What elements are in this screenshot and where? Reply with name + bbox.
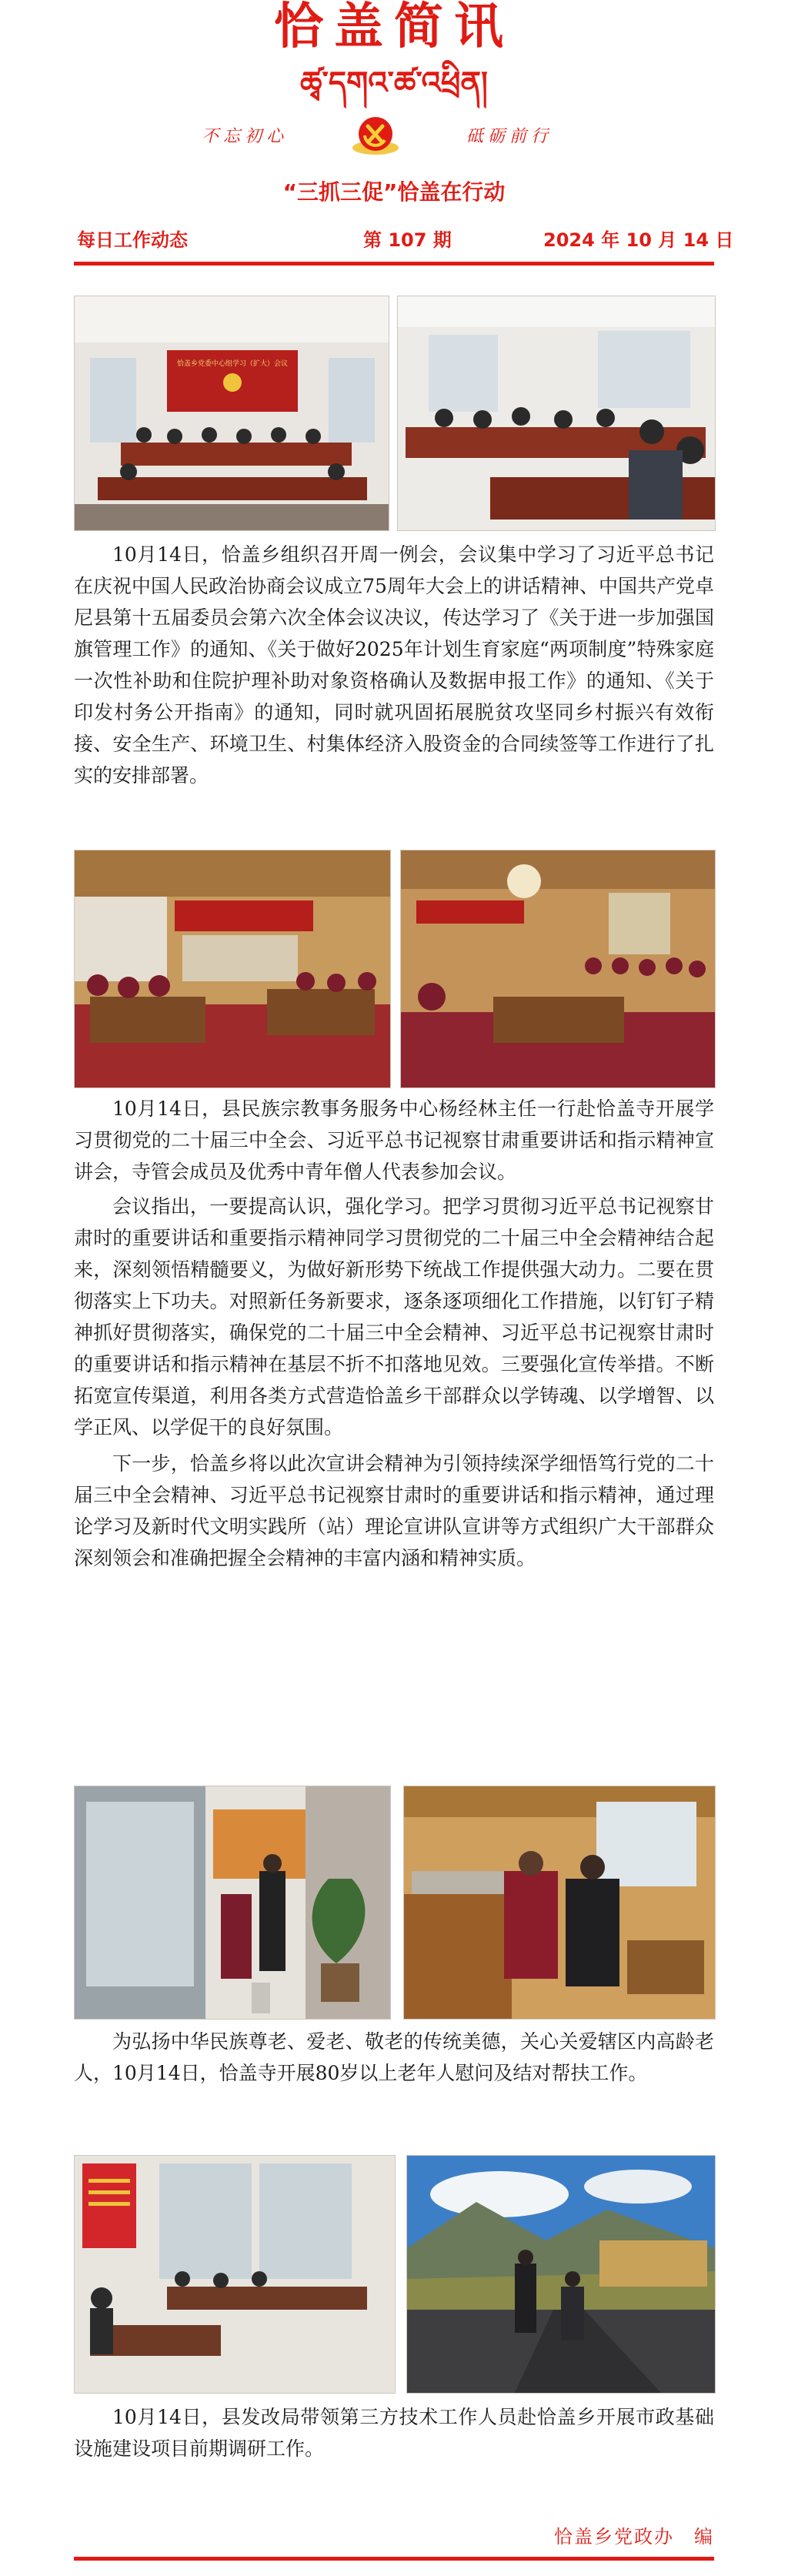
survey-photo-1 <box>74 2155 396 2394</box>
editor-credit: 恰盖乡党政办 编 <box>554 2526 714 2548</box>
article-2-paragraph-2: 会议指出，一要提高认识，强化学习。把学习贯彻习近平总书记视察甘肃时的重要讲话和重要指示精神同学习贯彻党的二十届三中全会精神结合起来，深刻领悟精髓要义，为做好新形势下统战工作提供强大动力。二要在贯彻落实上下功夫。对照新任务新要求，逐条逐项细化工作措施，以钉钉子精神抓好贯彻落实，确保党的二十届三中全会精神、习近平总书记视察甘肃时的重要讲话和指示精神在基层不折不扣落地见效。三要强化宣传举措。不断拓宽宣传渠道，利用各类方式营造恰盖乡干部群众以学铸魂、以学增智、以学正风、以学促干的良好氛围。 <box>74 1195 714 1438</box>
elderly-visit-photo-1 <box>74 1786 391 2020</box>
monastery-meeting-photo-1 <box>74 850 391 1088</box>
motto-left: 不忘初心 <box>202 127 289 146</box>
article-3-paragraph: 为弘扬中华民族尊老、爱老、敬老的传统美德，关心关爱辖区内高龄老人，10月14日，恰盖寺开展80岁以上老年人慰问及结对帮扶工作。 <box>74 2030 714 2084</box>
article-2-paragraph-3: 下一步，恰盖乡将以此次宣讲会精神为引领持续深学细悟笃行党的二十届三中全会精神、习近平总书记视察甘肃时的重要讲话和指示精神，通过理论学习及新时代文明实践所（站）理论宣讲队宣讲等方式组织广大干部群众深刻领会和准确把握全会精神的丰富内涵和精神实质。 <box>74 1452 714 1569</box>
subtitle: “三抓三促”恰盖在行动 <box>282 179 506 205</box>
party-emblem-icon <box>348 109 403 159</box>
footer-divider <box>74 2557 714 2561</box>
monastery-meeting-photo-2 <box>400 850 716 1088</box>
issue-date: 2024 年 10 月 14 日 <box>543 229 734 251</box>
meeting-photo-1 <box>74 296 389 531</box>
meeting-photo-2 <box>397 296 716 531</box>
survey-photo-2 <box>406 2155 716 2394</box>
meeting-banner-text: 恰盖乡党委中心组学习（扩大）会议 <box>176 360 289 368</box>
tibetan-title: ཚྭ་དགའ་ཚ་འཕྲིན། <box>300 65 488 101</box>
issue-category: 每日工作动态 <box>77 229 188 251</box>
motto-right: 砥砺前行 <box>466 127 553 146</box>
article-2-paragraph-1: 10月14日，县民族宗教事务服务中心杨经林主任一行赴恰盖寺开展学习贯彻党的二十届三中全会、习近平总书记视察甘肃重要讲话和指示精神宣讲会，寺管会成员及优秀中青年僧人代表参加会议。 <box>74 1098 714 1183</box>
newsletter-title: 恰盖简讯 <box>274 0 514 55</box>
article-1-paragraph: 10月14日，恰盖乡组织召开周一例会，会议集中学习了习近平总书记在庆祝中国人民政治协商会议成立75周年大会上的讲话精神、中国共产党卓尼县第十五届委员会第六次全体会议决议，传达学习了《关于进一步加强国旗管理工作》的通知、《关于做好2025年计划生育家庭“两项制度”特殊家庭一次性补助和住院护理补助对象资格确认及数据申报工作》的通知、《关于印发村务公开指南》的通知，同时就巩固拓展脱贫攻坚同乡村振兴有效衔接、安全生产、环境卫生、村集体经济入股资金的合同续签等工作进行了扎实的安排部署。 <box>74 543 714 787</box>
issue-number: 第 107 期 <box>363 229 452 251</box>
header-divider <box>74 262 714 266</box>
elderly-visit-photo-2 <box>403 1786 716 2020</box>
article-4-paragraph: 10月14日，县发改局带领第三方技术工作人员赴恰盖乡开展市政基础设施建设项目前期调研工作。 <box>74 2406 714 2460</box>
